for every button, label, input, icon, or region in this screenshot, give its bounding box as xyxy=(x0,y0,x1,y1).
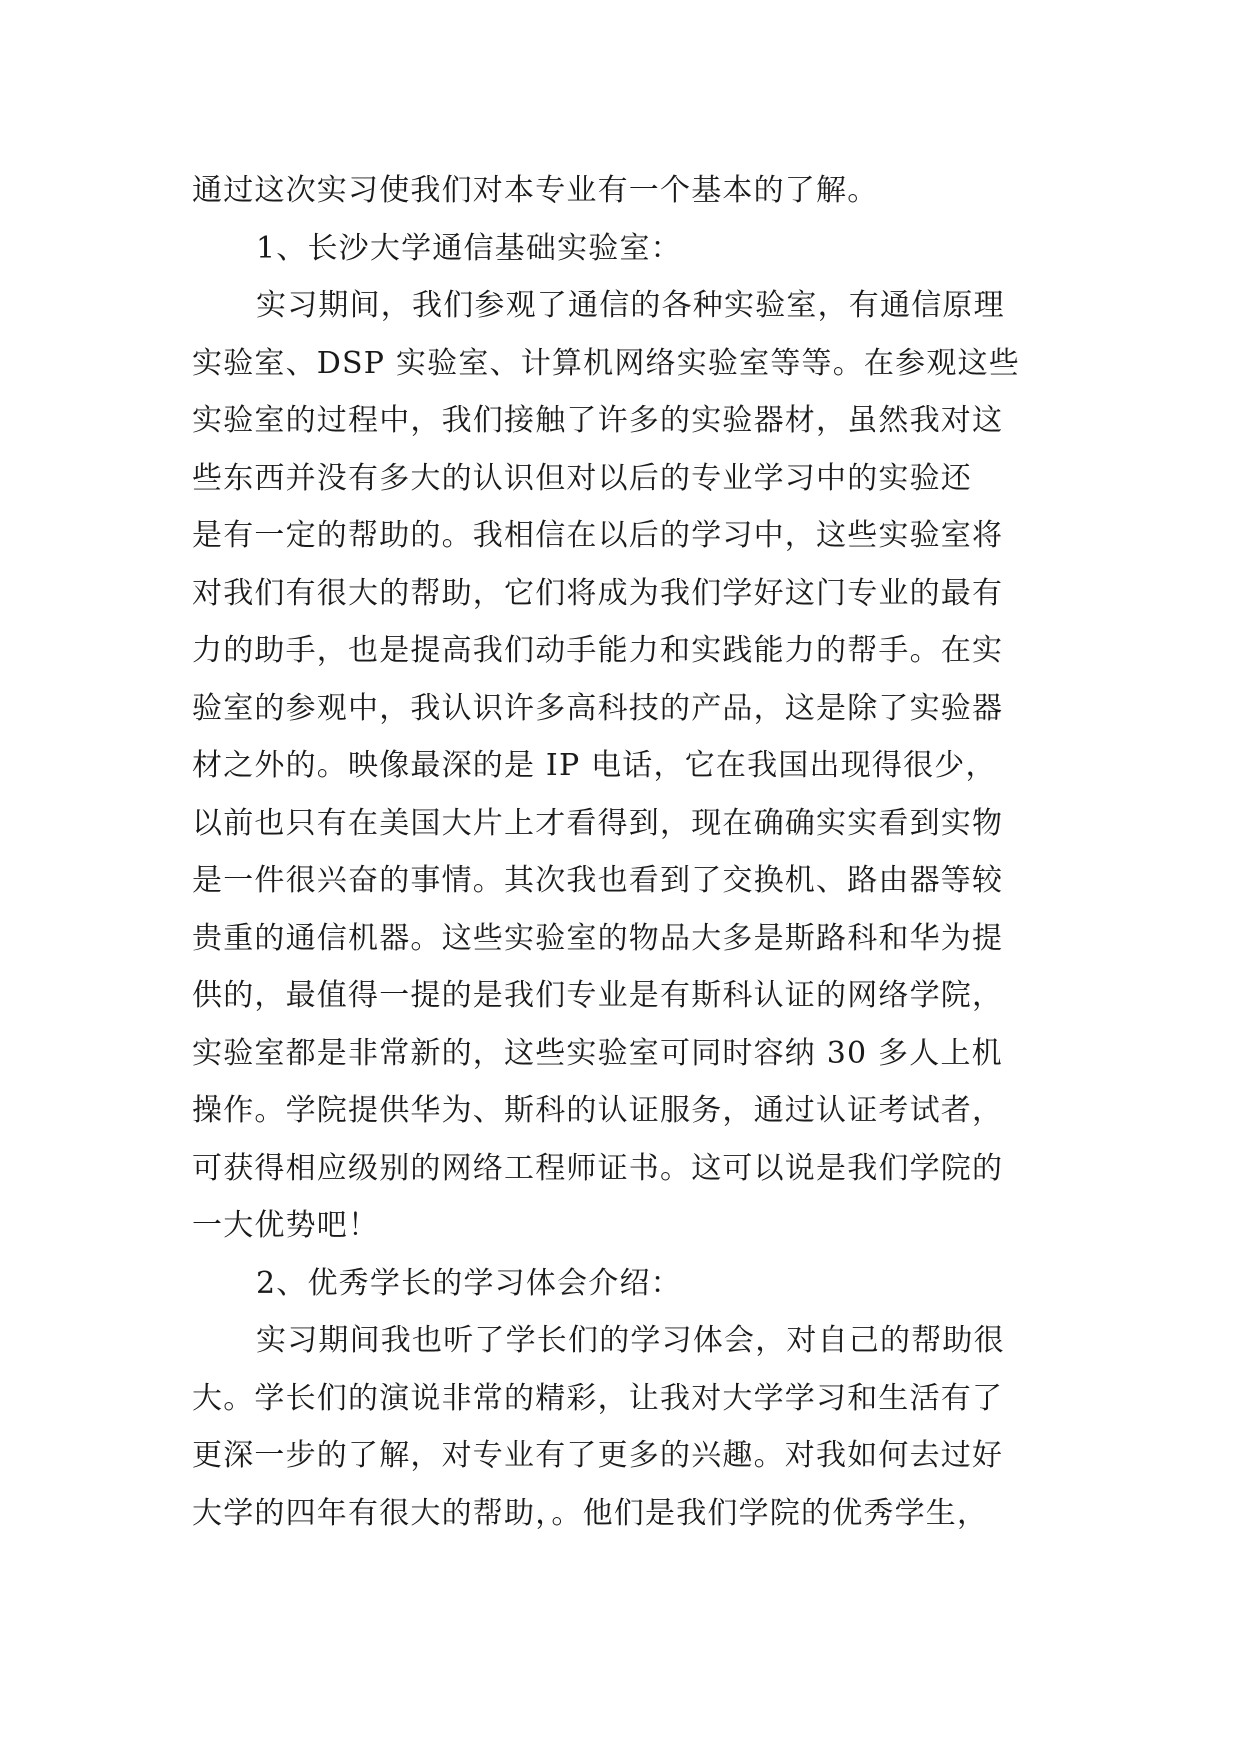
text-line: 大。学长们的演说非常的精彩，让我对大学学习和生活有了 xyxy=(192,1380,1004,1416)
text-line: 些东西并没有多大的认识但对以后的专业学习中的实验还 xyxy=(192,460,972,496)
text-line: 实验室都是非常新的，这些实验室可同时容纳 30 多人上机 xyxy=(192,1035,1003,1071)
text-line: 对我们有很大的帮助，它们将成为我们学好这门专业的最有 xyxy=(192,575,1004,611)
text-line: 力的助手，也是提高我们动手能力和实践能力的帮手。在实 xyxy=(192,633,1004,668)
text-line: 可获得相应级别的网络工程师证书。这可以说是我们学院的 xyxy=(192,1150,1004,1186)
text-line: 实验室、DSP 实验室、计算机网络实验室等等。在参观这些 xyxy=(192,345,1020,381)
text-line: 是有一定的帮助的。我相信在以后的学习中，这些实验室将 xyxy=(192,518,1004,553)
body-text xyxy=(192,162,1072,1542)
text-line: 实习期间，我们参观了通信的各种实验室，有通信原理 xyxy=(256,288,1005,323)
text-line: 实验室的过程中，我们接触了许多的实验器材，虽然我对这 xyxy=(192,403,1004,438)
text-line: 通过这次实习使我们对本专业有一个基本的了解。 xyxy=(192,173,879,208)
text-line: 材之外的。映像最深的是 IP 电话，它在我国出现得很少， xyxy=(192,748,997,783)
text-line: 是一件很兴奋的事情。其次我也看到了交换机、路由器等较 xyxy=(192,863,1004,898)
text-line: 贵重的通信机器。这些实验室的物品大多是斯路科和华为提 xyxy=(192,920,1004,956)
section-heading-seniors: 2、优秀学长的学习体会介绍： xyxy=(256,1265,682,1301)
text-line: 以前也只有在美国大片上才看得到，现在确确实实看到实物 xyxy=(192,805,1004,841)
text-line: 实习期间我也听了学长们的学习体会，对自己的帮助很 xyxy=(256,1323,1005,1358)
text-line: 一大优势吧！ xyxy=(192,1208,380,1243)
text-line: 操作。学院提供华为、斯科的认证服务，通过认证考试者， xyxy=(192,1093,1004,1128)
text-line: 供的，最值得一提的是我们专业是有斯科认证的网络学院， xyxy=(192,978,1004,1013)
text-line: 大学的四年有很大的帮助，。他们是我们学院的优秀学生， xyxy=(192,1495,989,1531)
section-heading-lab: 1、长沙大学通信基础实验室： xyxy=(256,230,682,266)
text-line: 更深一步的了解，对专业有了更多的兴趣。对我如何去过好 xyxy=(192,1438,1004,1473)
text-line: 验室的参观中，我认识许多高科技的产品，这是除了实验器 xyxy=(192,690,1004,726)
